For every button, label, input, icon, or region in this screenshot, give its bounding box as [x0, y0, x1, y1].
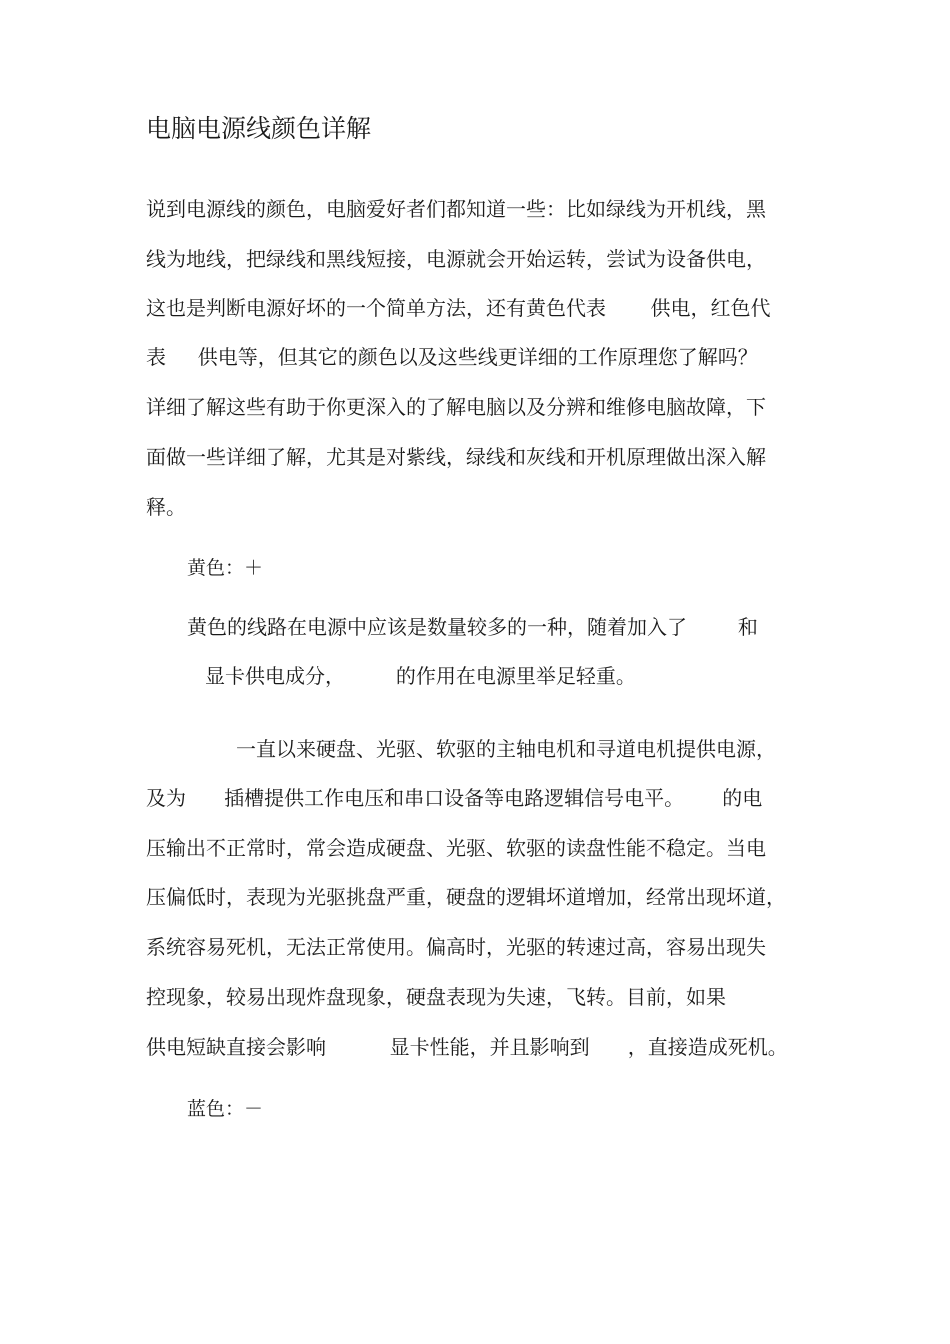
yellow-para1-line-2: 显卡供电成分， 的作用在电源里举足轻重。 [205, 664, 636, 688]
intro-line-4: 表 供电等，但其它的颜色以及这些线更详细的工作原理您了解吗？ [146, 345, 758, 369]
yellow-para2-line-4: 压偏低时，表现为光驱挑盘严重，硬盘的逻辑坏道增加，经常出现坏道， [146, 885, 786, 909]
yellow-para2-line-7: 供电短缺直接会影响 显卡性能，并且影响到 ，直接造成死机。 [146, 1035, 788, 1059]
blue-heading: 蓝色：－ [187, 1098, 264, 1120]
intro-line-6: 面做一些详细了解，尤其是对紫线，绿线和灰线和开机原理做出深入解 [146, 445, 766, 469]
intro-line-7: 释。 [146, 495, 186, 519]
intro-line-1: 说到电源线的颜色，电脑爱好者们都知道一些：比如绿线为开机线，黑 [146, 197, 766, 221]
yellow-para1-line-1: 黄色的线路在电源中应该是数量较多的一种，随着加入了 和 [187, 615, 758, 639]
intro-line-2: 线为地线，把绿线和黑线短接，电源就会开始运转，尝试为设备供电， [146, 247, 766, 271]
intro-line-3: 这也是判断电源好坏的一个简单方法，还有黄色代表 供电，红色代 [146, 296, 771, 320]
intro-line-5: 详细了解这些有助于你更深入的了解电脑以及分辨和维修电脑故障，下 [146, 395, 766, 419]
yellow-para2-line-6: 控现象，较易出现炸盘现象，硬盘表现为失速，飞转。目前，如果 [146, 985, 726, 1009]
document-title: 电脑电源线颜色详解 [146, 114, 372, 143]
yellow-para2-line-3: 压输出不正常时，常会造成硬盘、光驱、软驱的读盘性能不稳定。当电 [146, 836, 766, 860]
yellow-para2-line-5: 系统容易死机，无法正常使用。偏高时，光驱的转速过高，容易出现失 [146, 935, 766, 959]
yellow-heading: 黄色：＋ [187, 557, 264, 579]
yellow-para2-line-1: 一直以来硬盘、光驱、软驱的主轴电机和寻道电机提供电源， [236, 737, 776, 761]
yellow-para2-line-2: 及为 插槽提供工作电压和串口设备等电路逻辑信号电平。 的电 [146, 786, 763, 810]
